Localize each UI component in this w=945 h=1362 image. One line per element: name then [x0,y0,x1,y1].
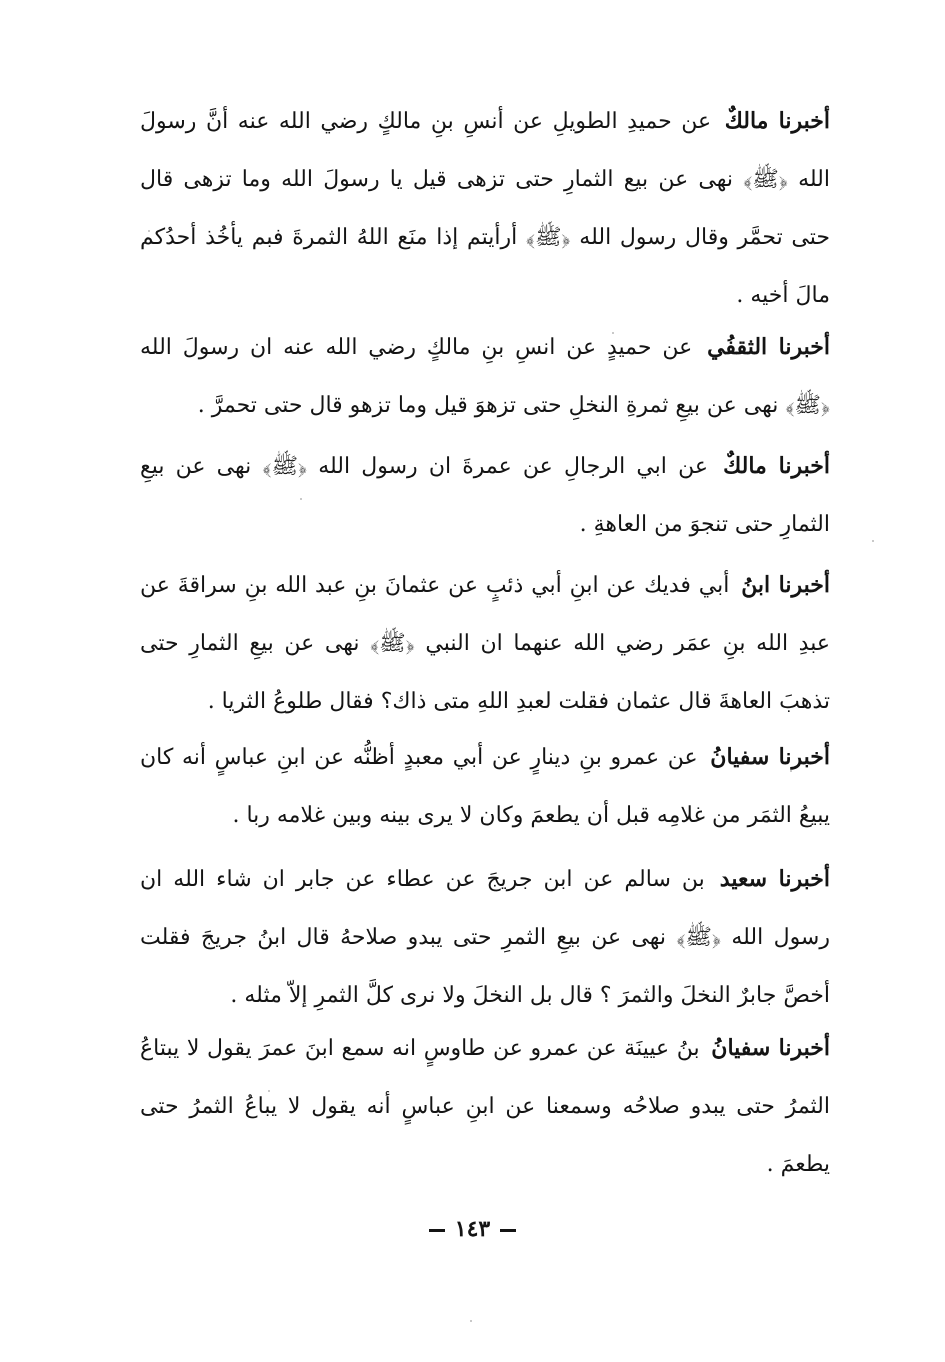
paragraph-lead: أخبرنا مالكٌ [724,108,830,134]
dash-left [500,1229,516,1232]
hadith-paragraph-7 [140,1019,830,1194]
paragraph-body: بن سالم عن ابن جريجَ عن عطاء عن جابر ان شاء الله ان رسول الله ﴿ﷺ﴾ نهى عن بيعِ الثمرِ حتى يبدو صلاحهُ قال ابنُ جريجَ فقلت أخصَّ جابرٌ النخلَ والثمرَ ؟ قال بل النخلَ ولا نرى كلَّ الثمرِ إلاّ مثله . [140,867,830,1008]
hadith-paragraph-2 [140,318,830,435]
paragraph-body: عن ابي الرجالِ عن عمرةَ ان رسول الله ﴿ﷺ﴾ نهى عن بيعِ الثمارِ حتى تنجوَ من العاهةِ . [140,454,830,537]
paragraph-lead: أخبرنا مالكٌ [723,453,830,479]
paragraph-body: عن عمرو بنِ دينارٍ عن أبي معبدٍ أظنُّه عن ابنِ عباسٍ أنه كان يبيعُ الثمَر من غلامِه قبل أن يطعمَ وكان لا يرى بينه وبين غلامه ربا . [140,745,830,828]
hadith-paragraph-4 [140,556,830,731]
paragraph-body: أبي فديك عن ابنِ أبي ذئبٍ عن عثمانَ بنِ عبد الله بنِ سراقةَ عن عبدِ الله بنِ عمَر رضي الله عنهما ان النبي ﴿ﷺ﴾ نهى عن بيعِ الثمارِ حتى تذهبَ العاهةَ قال عثمان فقلت لعبدِ اللهِ متى ذاك؟ فقال طلوعُ الثريا . [140,573,830,714]
hadith-paragraph-1 [140,92,830,325]
paragraph-lead: أخبرنا الثقفُي [707,334,830,360]
paragraph-body: عن حميدِ الطويلِ عن أنسِ بنِ مالكٍ رضي الله عنه أنَّ رسولَ الله ﴿ﷺ﴾ نهى عن بيع الثمارِ حتى تزهى قيل يا رسولَ الله وما تزهى قال حتى تحمَّر وقال رسول الله ﴿ﷺ﴾ أرأيتم إذا منَع اللهُ الثمرةَ فبم يأخُذ أحدُكم مالَ أخيه . [140,109,830,308]
paragraph-lead: أخبرنا سعيد [719,866,830,892]
paragraph-lead: أخبرنا سفيانُ [711,1035,830,1061]
hadith-paragraph-3 [140,437,830,554]
dash-right [429,1229,445,1232]
hadith-paragraph-5 [140,728,830,845]
paragraph-body: بنُ عيينَة عن عمرو عن طاوسٍ انه سمع ابنَ عمرَ يقول لا يبتاعُ الثمرُ حتى يبدو صلاحُه وسمعنا عن ابنِ عباسٍ أنه يقول لا يباعُ الثمرُ حتى يطعمَ . [140,1036,830,1177]
paragraph-body: عن حميدٍ عن انسِ بنِ مالكٍ رضي الله عنه ان رسولَ الله ﴿ﷺ﴾ نهى عن بيعِ ثمرةِ النخلِ حتى تزهوَ قيل وما تزهو قال حتى تحمرَّ . [140,335,830,418]
page-number-value: ١٤٣ [454,1216,491,1242]
hadith-paragraph-6 [140,850,830,1025]
paragraph-lead: أخبرنا ابنُ [741,572,830,598]
page-number [0,1216,945,1242]
paragraph-lead: أخبرنا سفيانُ [710,744,830,770]
